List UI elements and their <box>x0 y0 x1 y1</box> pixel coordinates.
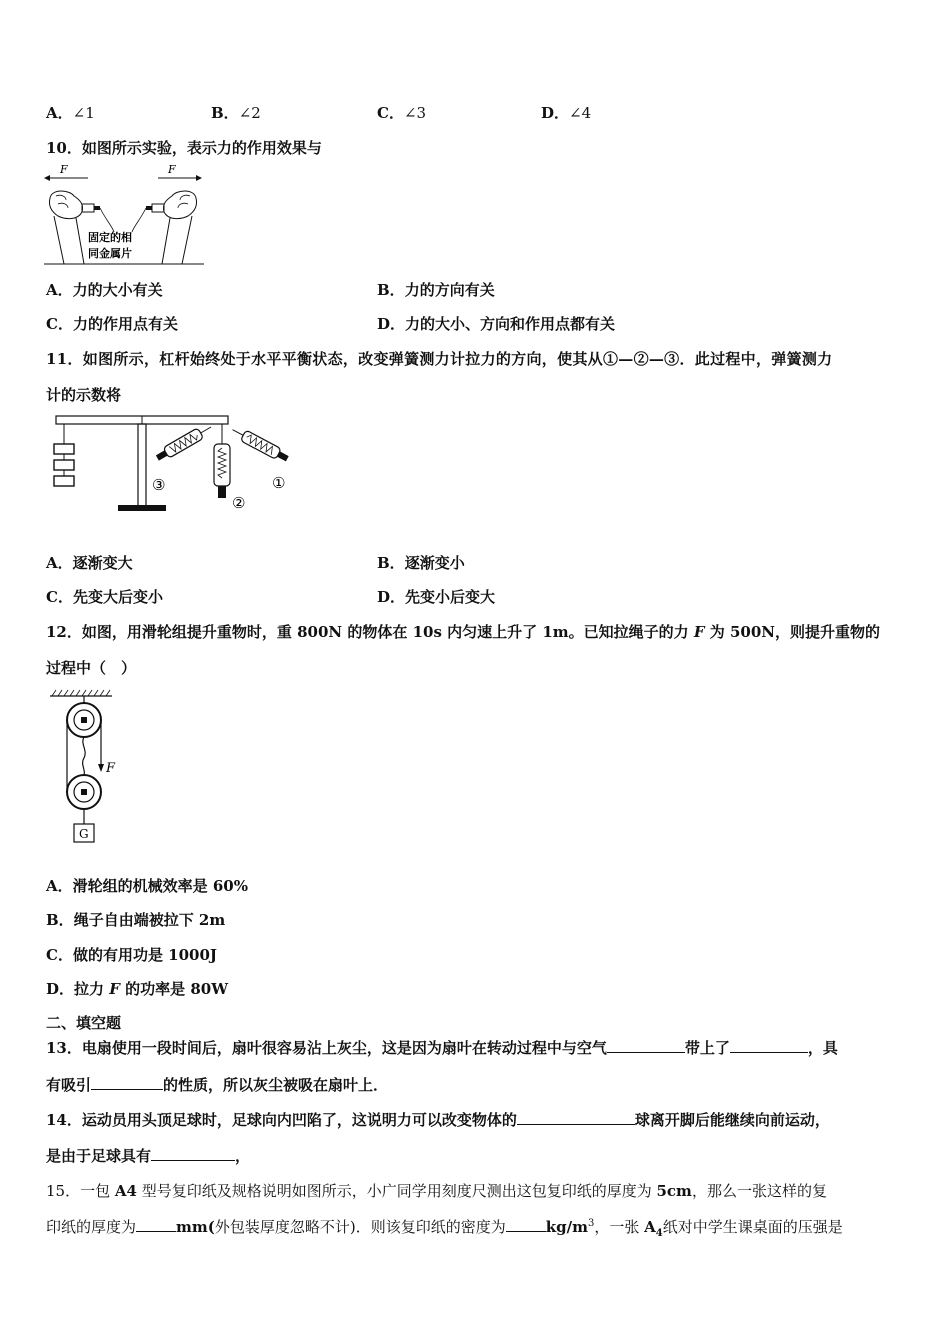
q10-force-right-label: F <box>168 163 176 176</box>
q11-label-2: ② <box>232 494 246 512</box>
q15-blank-1[interactable] <box>136 1217 176 1232</box>
q11-label-1: ① <box>272 474 286 492</box>
q11-figure <box>44 410 304 520</box>
q12-option-d: D．拉力 F 的功率是 80W <box>46 980 229 998</box>
q11-stem-line1: 11．如图所示，杠杆始终处于水平平衡状态，改变弹簧测力计拉力的方向，使其从①—②—③．此过程中，弹簧测力 <box>46 350 833 368</box>
q10-force-left-label: F <box>60 163 68 176</box>
q13-blank-2[interactable] <box>730 1038 808 1053</box>
q15-blank-2[interactable] <box>506 1217 546 1232</box>
q9-option-c: C．∠3 <box>377 104 427 122</box>
q12-weight-label: G <box>79 827 89 841</box>
q14-line1: 14．运动员用头顶足球时，足球向内凹陷了，这说明力可以改变物体的 球离开脚后能继续向前运动， <box>46 1111 830 1129</box>
section-title: 二、填空题 <box>46 1014 122 1032</box>
q14-blank-1[interactable] <box>517 1110 635 1125</box>
q11-option-b: B．逐渐变小 <box>377 554 465 572</box>
q10-figure <box>40 160 210 268</box>
q12-option-a: A．滑轮组的机械效率是 60% <box>46 877 248 895</box>
q9-option-d: D．∠4 <box>541 104 592 122</box>
q11-label-3: ③ <box>152 476 166 494</box>
q14-blank-2[interactable] <box>151 1146 235 1161</box>
q10-option-a: A．力的大小有关 <box>46 281 163 299</box>
q11-option-d: D．先变小后变大 <box>377 588 496 606</box>
q15-line2: 印纸的厚度为 mm(外包装厚度忽略不计)．则该复印纸的密度为 $kg/m^3$，一张 $A_4$纸对中学生课桌面的压强是 <box>46 1218 843 1239</box>
q12-force-label: F <box>106 761 116 776</box>
q13-blank-1[interactable] <box>607 1038 685 1053</box>
q13-line1: 13．电扇使用一段时间后，扇叶很容易沾上灰尘，这是因为扇叶在转动过程中与空气 带上了 ，具 <box>46 1039 838 1057</box>
q13-line2: 有吸引 的性质，所以灰尘被吸在扇叶上． <box>46 1076 389 1094</box>
q12-stem-line2: 过程中（ ） <box>46 659 137 677</box>
q10-option-d: D．力的大小、方向和作用点都有关 <box>377 315 616 333</box>
q11-option-c: C．先变大后变小 <box>46 588 163 606</box>
q12-stem-line1: 12．如图，用滑轮组提升重物时，重 800N 的物体在 10s 内匀速上升了 1m。已知拉绳子的力 F 为 500N，则提升重物的 <box>46 623 880 641</box>
q10-stem: 10．如图所示实验，表示力的作用效果与 <box>46 139 322 157</box>
q12-option-c: C．做的有用功是 1000J <box>46 946 218 964</box>
q11-option-a: A．逐渐变大 <box>46 554 133 572</box>
q12-pulley-figure <box>46 688 136 846</box>
q10-caption-line2: 同金属片 <box>88 247 132 260</box>
q10-option-b: B．力的方向有关 <box>377 281 495 299</box>
q10-option-c: C．力的作用点有关 <box>46 315 178 333</box>
q9-option-a: A．∠1 <box>46 104 95 122</box>
q12-option-b: B．绳子自由端被拉下 2m <box>46 911 226 929</box>
q14-line2: 是由于足球具有 ， <box>46 1147 251 1165</box>
q11-stem-line2: 计的示数将 <box>46 386 122 404</box>
q15-line1: 15．一包 A4 型号复印纸及规格说明如图所示，小广同学用刻度尺测出这包复印纸的厚度为 5cm，那么一张这样的复 <box>46 1182 827 1200</box>
q13-blank-3[interactable] <box>91 1075 163 1090</box>
q9-option-b: B．∠2 <box>211 104 261 122</box>
q10-caption-line1: 固定的相 <box>88 231 132 244</box>
